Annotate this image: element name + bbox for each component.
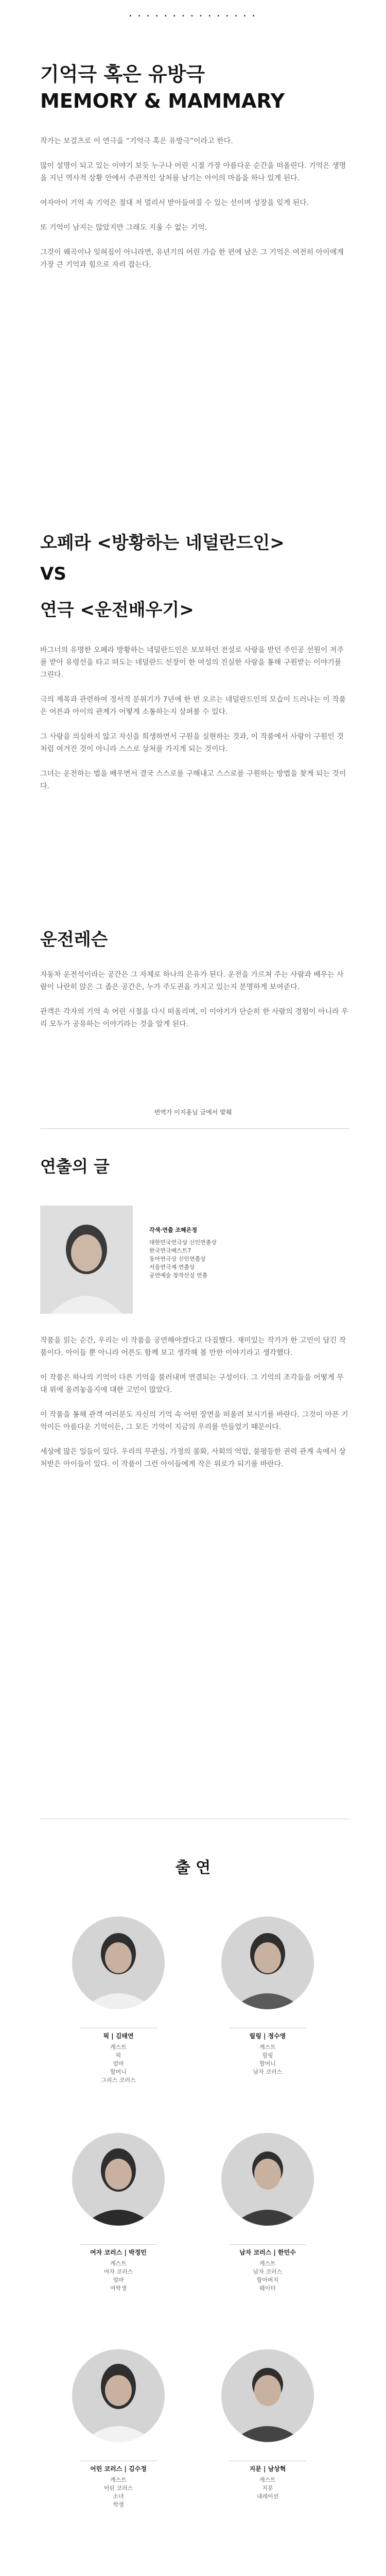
cast-name: 픽 | 김태연 <box>51 2028 185 2040</box>
intro-paragraph: 그것이 왜곡이나 잊혀짐이 아니라면, 유년기의 어린 가슴 한 편에 남은 그 기억은 여전히 아이에게 가장 큰 기억과 힘으로 자리 잡는다. <box>40 248 344 269</box>
intro-paragraph: 작가는 보걸츠로 이 연극을 “기억극 혹은 유방극”이라고 한다. <box>40 137 233 145</box>
cast-photo <box>72 2133 165 2226</box>
director-credit: 한국연극베스트7 <box>149 1247 191 1254</box>
cast-title: 출 연 <box>175 1859 211 1877</box>
intro-body <box>40 135 349 283</box>
lesson-title: 운전레슨 <box>40 929 108 950</box>
cast-photo <box>72 1917 165 2009</box>
person-silhouette-icon <box>40 1206 133 1314</box>
cast-name: 지문 | 남상혁 <box>201 2461 335 2473</box>
director-paragraph: 이 작품은 하나의 기억이 다른 기억을 불러내며 연결되는 구성이다. 그 기억의 조각들을 어떻게 무대 위에 올려놓을지에 대한 고민이 많았다. <box>40 1374 344 1394</box>
versus-paragraph: 그녀는 운전하는 법을 배우면서 결국 스스로를 구해내고 스스로를 구원하는 방법을 찾게 되는 것이다. <box>40 770 346 790</box>
top-dots-divider: • • • • • • • • • • • • • • • <box>129 13 257 19</box>
cast-card <box>201 2133 335 2318</box>
director-credit: 서울연극제 연출상 <box>149 1264 195 1270</box>
director-bio <box>149 1226 304 1280</box>
director-photo <box>40 1206 133 1314</box>
intro-title-english: MEMORY & MAMMARY <box>40 90 285 112</box>
person-silhouette-icon <box>72 1917 165 2009</box>
translator-note: 번역가 이지용님 글에서 발췌 <box>154 1109 232 1116</box>
lesson-paragraph: 관객은 각자의 기억 속 어린 시절을 다시 떠올리며, 이 이야기가 단순히 한 사람의 경험이 아니라 우리 모두가 공유하는 이야기라는 것을 알게 된다. <box>40 1008 348 1028</box>
director-paragraph: 작품을 읽는 순간, 우리는 이 작품을 공연해야겠다고 다짐했다. 재미있는 작가가 한 고민이 담긴 작품이다. 아이들 뿐 아니라 어른도 함께 보고 생각해 볼 만한 이야기라고 생각했다. <box>40 1336 346 1357</box>
person-silhouette-icon <box>72 2133 165 2226</box>
versus-label: VS <box>40 564 66 584</box>
intro-paragraph: 여자아이 기억 속 기억은 절대 저 멀리서 받아들여질 수 있는 선이며 성장을 잊게 된다. <box>40 199 309 207</box>
cast-photo <box>72 2349 165 2442</box>
lesson-body <box>40 969 349 1043</box>
person-silhouette-icon <box>221 1917 314 2009</box>
director-name: 각색·연출 조혜은정 <box>149 1227 198 1233</box>
cast-card <box>201 1917 335 2102</box>
cast-roles: 캐스트 릴링 할머니 남자 코러스 <box>253 2044 283 2075</box>
intro-paragraph: 많이 설명이 되고 있는 이야기 보듯 누구나 어린 시절 가장 아름다운 순간을 떠올린다. 기억은 생명을 지닌 역사적 상황 안에서 주관적인 상처를 남기는 아이의 마음을 하나 있게 된다. <box>40 162 346 182</box>
intro-paragraph: 또 기억이 남지는 않았지만 그래도 지울 수 없는 기억. <box>40 224 207 232</box>
intro-title-korean: 기억극 혹은 유방극 <box>40 63 205 86</box>
cast-roles: 캐스트 여자 코러스 엄마 여학생 <box>103 2260 133 2292</box>
person-silhouette-icon <box>221 2133 314 2226</box>
cast-photo <box>221 2349 314 2442</box>
director-credit: 동아연극상 신인연출상 <box>149 1256 206 1262</box>
cast-roles: 캐스트 어린 코러스 소녀 학생 <box>103 2477 133 2508</box>
cast-card <box>201 2349 335 2535</box>
cast-card <box>51 2133 185 2318</box>
cast-roles: 캐스트 남자 코러스 할아버지 웨이터 <box>253 2260 283 2292</box>
cast-card <box>51 1917 185 2102</box>
opera-title: 오페라 <방황하는 네덜란드인> <box>40 533 285 553</box>
section-divider <box>40 1128 349 1129</box>
versus-paragraph: 극의 제목과 관련하여 정서적 분위기가 7년에 한 번 오르는 네덜란드인의 모습이 드러나는 이 작품은 어른과 아이의 관계가 어떻게 소통하는지 살펴볼 수 있다. <box>40 696 346 716</box>
person-silhouette-icon <box>221 2349 314 2442</box>
director-section-title: 연출의 글 <box>40 1157 110 1176</box>
cast-name: 여자 코러스 | 박정민 <box>51 2244 185 2257</box>
cast-name: 어린 코러스 | 김수정 <box>51 2461 185 2473</box>
director-paragraph: 이 작품을 통해 관객 여러분도 자신의 기억 속 어떤 장면을 떠올려 보시기를 바란다. 그것이 아픈 기억이든 아름다운 기억이든, 그 모든 기억이 지금의 우리를 만들었기 때문이다. <box>40 1411 348 1431</box>
versus-body <box>40 644 349 805</box>
cast-photo <box>221 1917 314 2009</box>
versus-paragraph: 그 사랑을 의심하지 않고 자신을 희생하면서 구원을 실현하는 것과, 이 작품에서 사랑이 구원인 것처럼 여겨진 것이 아니라 스스로 상처를 가지게 되는 것이다. <box>40 733 344 753</box>
play-title: 연극 <운전배우기> <box>40 600 194 620</box>
cast-photo <box>221 2133 314 2226</box>
director-credit: 대한민국연극상 신인연출상 <box>149 1239 217 1246</box>
cast-card <box>51 2349 185 2535</box>
lesson-paragraph: 자동차 운전석이라는 공간은 그 자체로 하나의 은유가 된다. 운전을 가르쳐 주는 사람과 배우는 사람이 나란히 앉은 그 좁은 공간은, 누가 주도권을 가지고 있는지 분명하게 보여준다. <box>40 971 344 991</box>
person-silhouette-icon <box>72 2349 165 2442</box>
cast-roles: 캐스트 픽 엄마 할머니 그리스 코러스 <box>101 2044 136 2083</box>
cast-name: 릴링 | 정수영 <box>201 2028 335 2040</box>
cast-name: 남자 코러스 | 한민수 <box>201 2244 335 2257</box>
director-paragraph: 세상에 많은 일들이 있다. 우리의 무관심, 가정의 불화, 사회의 억압, 불평등한 권력 관계 속에서 상처받은 아이들이 있다. 이 작품이 그런 아이들에게 작은 위로가 되기를 바란다. <box>40 1448 346 1468</box>
versus-paragraph: 바그너의 유명한 오페라 방황하는 네덜란드인은 보보하던 전설로 사랑을 받던 주인공 선원이 저주를 받아 유령선을 타고 떠도는 네덜란드 선장이 한 여성의 진실한 사랑을 통해 구원받는 이야기를 그린다. <box>40 646 344 679</box>
director-credit: 공연예술 창작산실 연출 <box>149 1272 208 1279</box>
cast-roles: 캐스트 지문 내레이션 <box>256 2477 279 2500</box>
director-body <box>40 1334 349 1483</box>
